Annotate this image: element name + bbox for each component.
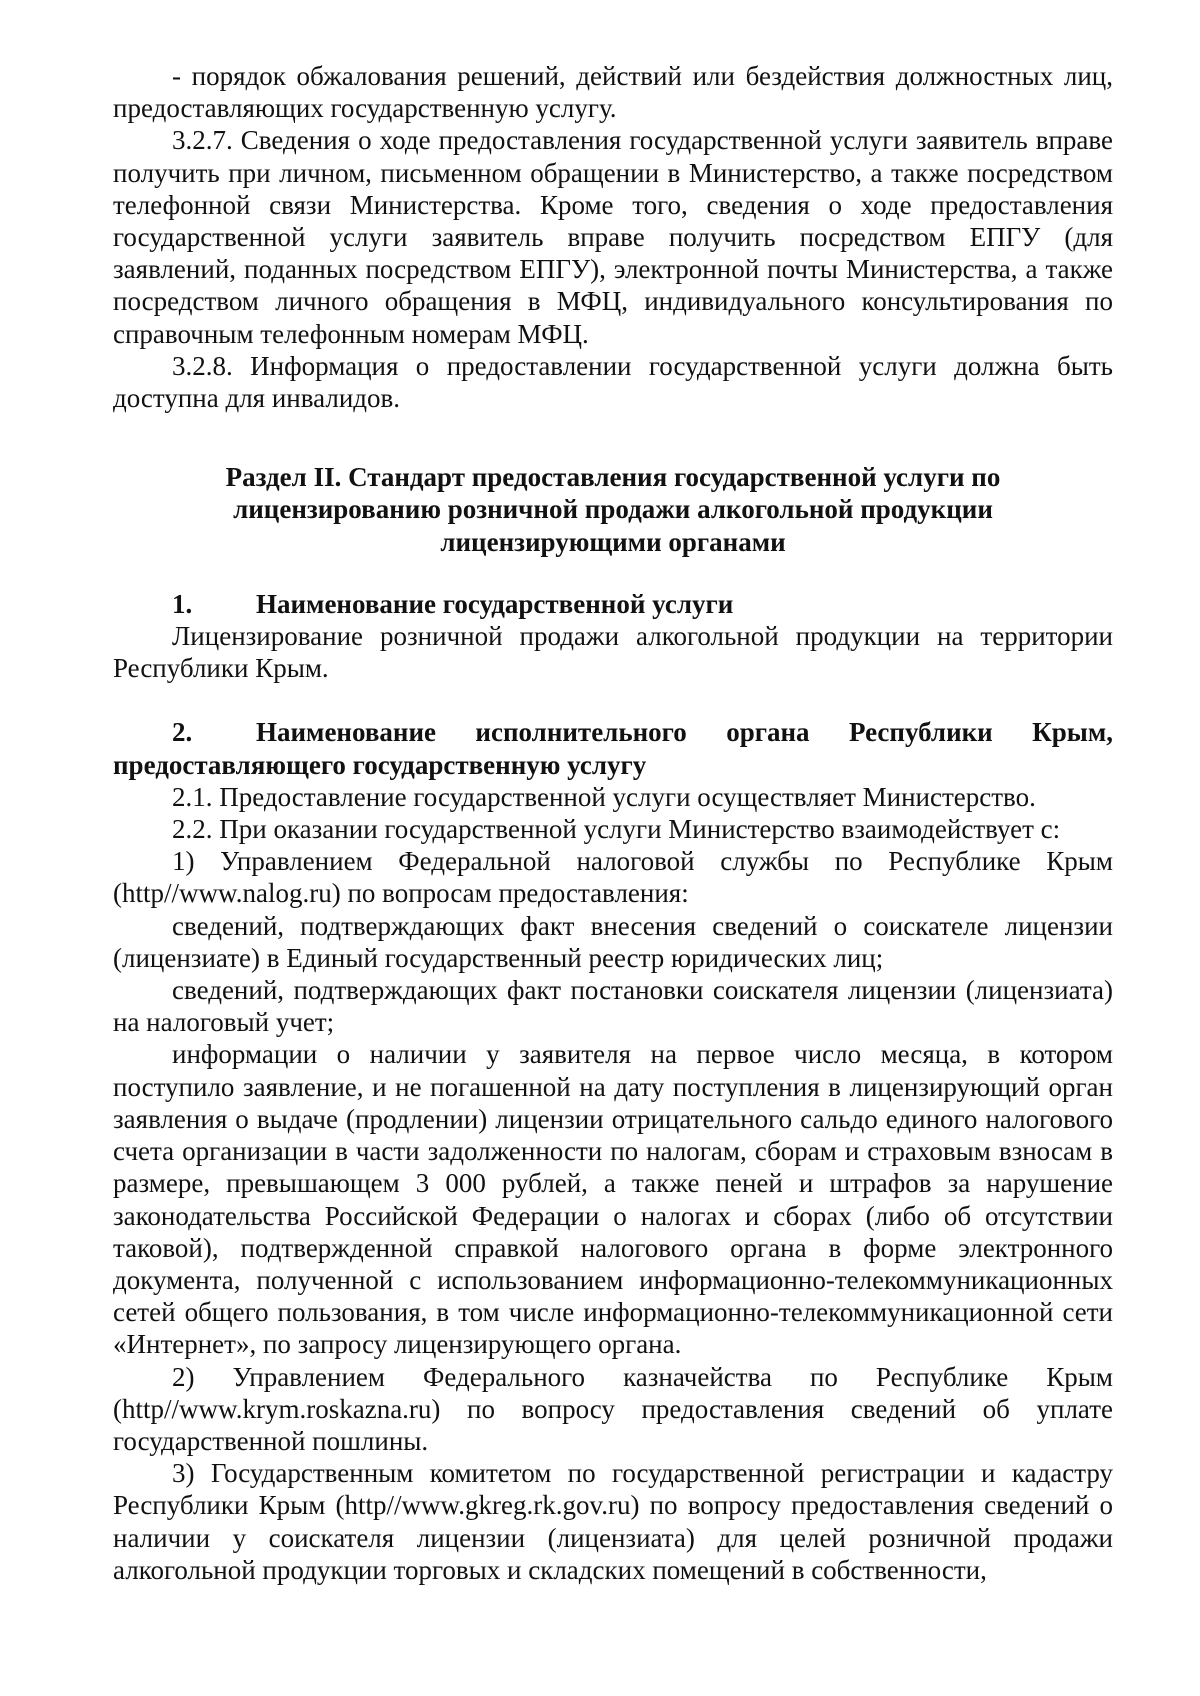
paragraph-2-2: 2.2. При оказании государственной услуги Министерство взаимодействует с: <box>172 814 1061 845</box>
appeal-procedure-item: - порядок обжалования решений, действий или бездействия должностных лиц, предоставляющих государственную услугу. <box>113 61 1113 124</box>
paragraph-3-2-8: 3.2.8. Информация о предоставлении государственной услуги должна быть доступна для инвалидов. <box>113 350 1113 414</box>
heading-1-number: 1. <box>172 588 193 619</box>
heading-1 <box>113 588 1113 620</box>
sub-item-egrul: сведений, подтверждающих факт внесения сведений о соискателе лицензии (лицензиате) в Единый государственный реестр юридических лиц; <box>113 910 1113 973</box>
section-title: Раздел II. Стандарт предоставления государственной услуги по лицензированию розничной продажи алкогольной продукции лицензирующими органами <box>225 462 1001 557</box>
list-item-3-gkreg: 3) Государственным комитетом по государственной регистрации и кадастру Республики Крым (http//www.gkreg.rk.gov.ru) по вопросу предоставления сведений о наличии у соискателя лицензии (лицензиата) для целей розничной продажи алкогольной продукции торговых и складских помещений в собственности, <box>113 1458 1113 1585</box>
list-item-1-fns: 1) Управлением Федеральной налоговой службы по Республике Крым (http//www.nalog.ru) по вопросам предоставления: <box>113 846 1113 909</box>
paragraph-2-1: 2.1. Предоставление государственной услуги осуществляет Министерство. <box>172 781 1036 812</box>
sub-item-tax-debt: информации о наличии у заявителя на первое число месяца, в котором поступило заявление, и не погашенной на дату поступления в лицензирующий орган заявления о выдаче (продлении) лицензии отрицательного сальдо единого налогового счета организации в части задолженности по налогам, сборам и страховым взносам в размере, превышающем 3 000 рублей, а также пеней и штрафов за нарушение законодательства Российской Федерации о налогах и сборах (либо об отсутствии таковой), подтвержденной справкой налогового органа в форме электронного документа, полученной с использованием информационно-телекоммуникационных сетей общего пользования, в том числе информационно-телекоммуникационной сети «Интернет», по запросу лицензирующего органа. <box>113 1039 1113 1360</box>
heading-1-text: Лицензирование розничной продажи алкогольной продукции на территории Республики Крым. <box>113 621 1113 684</box>
heading-2-title: Наименование исполнительного органа Республики Крым, предоставляющего государственную услугу <box>113 717 1113 780</box>
document-page <box>113 60 1113 1586</box>
paragraph-3-2-7: 3.2.7. Сведения о ходе предоставления государственной услуги заявитель вправе получить при личном, письменном обращении в Министерство, а также посредством телефонной связи Министерства. Кроме того, сведения о ходе предоставления государственной услуги заявитель вправе получить посредством ЕПГУ (для заявлений, поданных посредством ЕПГУ), электронной почты Министерства, а также посредством личного обращения в МФЦ, индивидуального консультирования по справочным телефонным номерам МФЦ. <box>113 125 1113 349</box>
sub-item-tax-registration: сведений, подтверждающих факт постановки соискателя лицензии (лицензиата) на налоговый учет; <box>113 975 1113 1038</box>
list-item-2-treasury: 2) Управлением Федерального казначейства по Республике Крым (http//www.krym.roskazna.ru) по вопросу предоставления сведений об уплате государственной пошлины. <box>113 1361 1113 1456</box>
heading-2-number: 2. <box>172 717 193 748</box>
heading-2 <box>113 716 1113 780</box>
heading-1-title: Наименование государственной услуги <box>256 588 734 619</box>
